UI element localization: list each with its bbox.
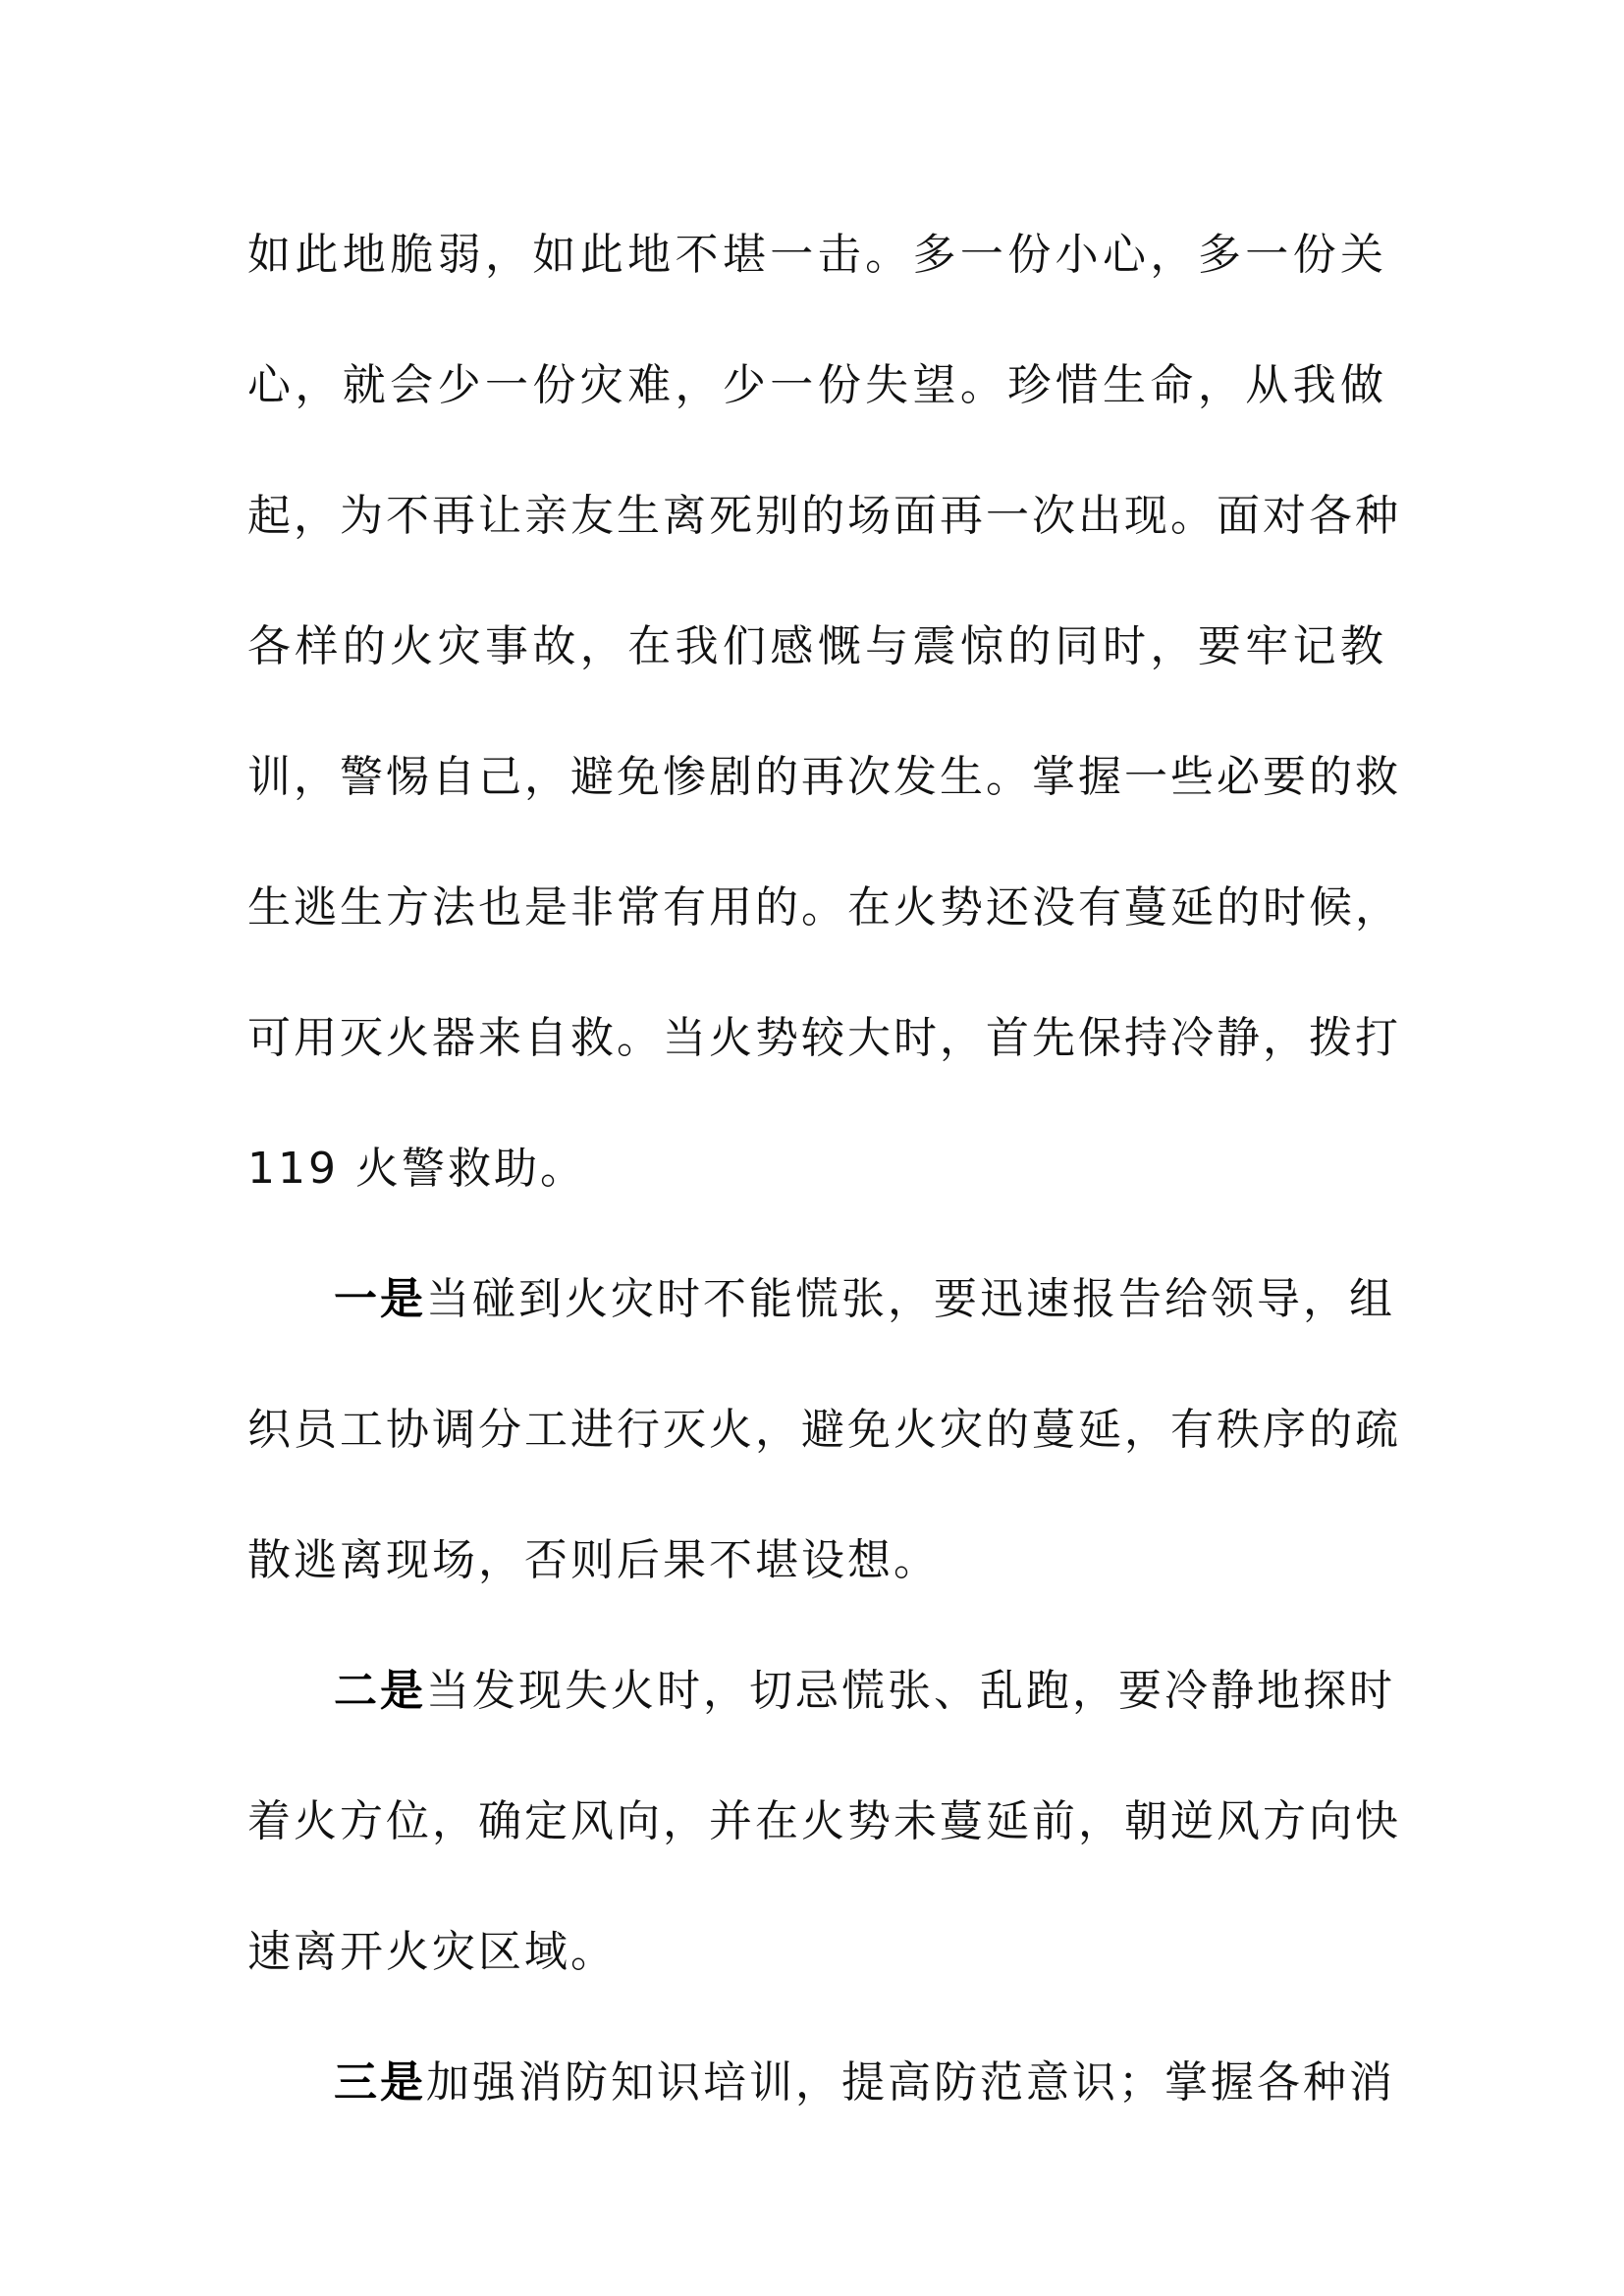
- paragraph-1-line-3: 起，为不再让亲友生离死别的场面再一次出现。面对各种: [247, 491, 1401, 541]
- paragraph-2-line-3: 散逃离现场，否则后果不堪设想。: [247, 1535, 940, 1585]
- paragraph-1-line-7: 可用灭火器来自救。当火势较大时，首先保持冷静，拨打: [247, 1013, 1401, 1063]
- paragraph-3-line-3: 速离开火灾区域。: [247, 1927, 617, 1977]
- paragraph-2-line-1: [334, 1262, 1395, 1337]
- paragraph-1-line-1: 如此地脆弱，如此地不堪一击。多一份小心，多一份关: [247, 230, 1386, 280]
- paragraph-3-line-1: [334, 1654, 1395, 1729]
- paragraph-2-line-2: 织员工协调分工进行灭火，避免火灾的蔓延，有秩序的疏: [247, 1405, 1401, 1455]
- paragraph-2-first-text: 当碰到火灾时不能慌张，要迅速报告给领导，组: [426, 1274, 1395, 1324]
- paragraph-1-line-2: 心，就会少一份灾难，少一份失望。珍惜生命，从我做: [247, 360, 1386, 410]
- paragraph-3-first-text: 当发现失火时，切忌慌张、乱跑，要冷静地探时: [426, 1666, 1395, 1716]
- paragraph-4-lead: 三是: [334, 2057, 426, 2108]
- paragraph-3-line-2: 着火方位，确定风向，并在火势未蔓延前，朝逆风方向快: [247, 1796, 1401, 1846]
- paragraph-1-line-4: 各样的火灾事故，在我们感慨与震惊的同时，要牢记教: [247, 621, 1386, 671]
- paragraph-2-lead: 一是: [334, 1274, 426, 1324]
- paragraph-1-line-5: 训，警惕自己，避免惨剧的再次发生。掌握一些必要的救: [247, 752, 1401, 802]
- paragraph-3-lead: 二是: [334, 1666, 426, 1716]
- paragraph-1-line-8: 119 火警救助。: [247, 1144, 586, 1194]
- paragraph-4-first-text: 加强消防知识培训，提高防范意识；掌握各种消: [426, 2057, 1395, 2108]
- paragraph-1-line-6: 生逃生方法也是非常有用的。在火势还没有蔓延的时候，: [247, 882, 1401, 933]
- paragraph-4-line-1: [334, 2046, 1395, 2120]
